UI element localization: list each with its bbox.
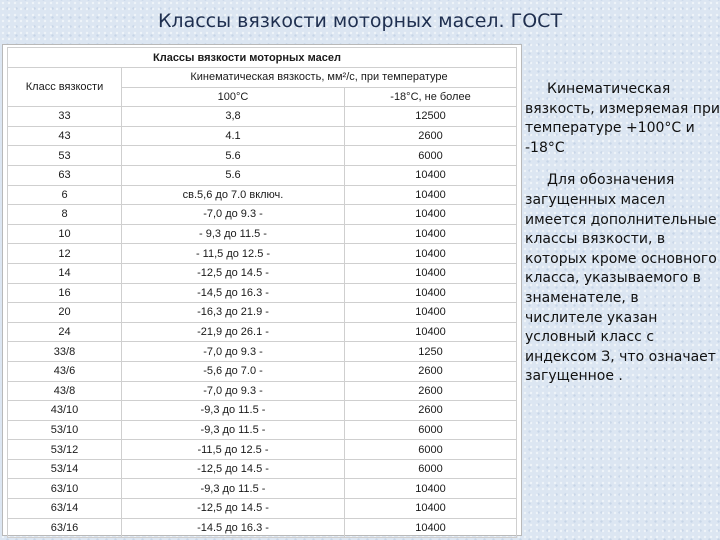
cell-viscosity-100c: -9,3 до 11.5 - xyxy=(122,401,345,421)
cell-viscosity-minus18c: 6000 xyxy=(345,459,517,479)
cell-viscosity-minus18c: 12500 xyxy=(345,107,517,127)
cell-viscosity-100c: -14,5 до 16.3 - xyxy=(122,283,345,303)
cell-viscosity-minus18c: 1250 xyxy=(345,342,517,362)
cell-viscosity-100c: -12,5 до 14.5 - xyxy=(122,263,345,283)
cell-viscosity-class: 53/14 xyxy=(8,459,122,479)
table-row xyxy=(8,440,517,460)
table-body xyxy=(8,107,517,538)
cell-viscosity-100c: -9,3 до 11.5 - xyxy=(122,479,345,499)
table-row xyxy=(8,244,517,264)
table-row xyxy=(8,342,517,362)
cell-viscosity-100c: -12,5 до 14.5 - xyxy=(122,459,345,479)
cell-viscosity-minus18c: 10400 xyxy=(345,185,517,205)
table-row xyxy=(8,401,517,421)
cell-viscosity-class: 16 xyxy=(8,283,122,303)
cell-viscosity-100c: -14.5 до 16.3 - xyxy=(122,518,345,538)
table-row xyxy=(8,479,517,499)
cell-viscosity-minus18c: 10400 xyxy=(345,205,517,225)
cell-viscosity-minus18c: 2600 xyxy=(345,361,517,381)
table-row xyxy=(8,499,517,519)
table-row xyxy=(8,263,517,283)
table-row xyxy=(8,361,517,381)
table-row xyxy=(8,224,517,244)
cell-viscosity-100c: св.5,6 до 7.0 включ. xyxy=(122,185,345,205)
header-100c: 100°С xyxy=(122,87,345,107)
cell-viscosity-100c: - 9,3 до 11.5 - xyxy=(122,224,345,244)
table-row xyxy=(8,107,517,127)
cell-viscosity-minus18c: 10400 xyxy=(345,263,517,283)
cell-viscosity-100c: -9,3 до 11.5 - xyxy=(122,420,345,440)
cell-viscosity-class: 63 xyxy=(8,165,122,185)
table-row xyxy=(8,381,517,401)
cell-viscosity-class: 20 xyxy=(8,303,122,323)
cell-viscosity-100c: -5,6 до 7.0 - xyxy=(122,361,345,381)
cell-viscosity-100c: -7,0 до 9.3 - xyxy=(122,342,345,362)
cell-viscosity-class: 33 xyxy=(8,107,122,127)
cell-viscosity-class: 43/6 xyxy=(8,361,122,381)
cell-viscosity-class: 53/10 xyxy=(8,420,122,440)
cell-viscosity-class: 53/12 xyxy=(8,440,122,460)
viscosity-table-frame xyxy=(2,44,522,536)
cell-viscosity-minus18c: 10400 xyxy=(345,322,517,342)
side-paragraph-kinematic: Кинематическая вязкость, измеряемая при температуре +100°С и -18°С xyxy=(525,81,720,156)
cell-viscosity-minus18c: 2600 xyxy=(345,381,517,401)
table-row xyxy=(8,303,517,323)
table-row xyxy=(8,518,517,538)
cell-viscosity-class: 14 xyxy=(8,263,122,283)
cell-viscosity-100c: - 11,5 до 12.5 - xyxy=(122,244,345,264)
cell-viscosity-100c: 5.6 xyxy=(122,165,345,185)
cell-viscosity-100c: -11,5 до 12.5 - xyxy=(122,440,345,460)
cell-viscosity-class: 43/8 xyxy=(8,381,122,401)
table-row xyxy=(8,185,517,205)
cell-viscosity-class: 8 xyxy=(8,205,122,225)
cell-viscosity-100c: -21,9 до 26.1 - xyxy=(122,322,345,342)
cell-viscosity-100c: 5.6 xyxy=(122,146,345,166)
cell-viscosity-minus18c: 10400 xyxy=(345,303,517,323)
cell-viscosity-class: 63/10 xyxy=(8,479,122,499)
cell-viscosity-minus18c: 10400 xyxy=(345,518,517,538)
table-row xyxy=(8,146,517,166)
cell-viscosity-minus18c: 2600 xyxy=(345,401,517,421)
cell-viscosity-100c: -7,0 до 9.3 - xyxy=(122,205,345,225)
cell-viscosity-100c: -7,0 до 9.3 - xyxy=(122,381,345,401)
cell-viscosity-class: 43/10 xyxy=(8,401,122,421)
cell-viscosity-minus18c: 10400 xyxy=(345,165,517,185)
table-caption: Классы вязкости моторных масел xyxy=(8,48,517,68)
table-row xyxy=(8,283,517,303)
header-minus18c: -18°С, не более xyxy=(345,87,517,107)
table-row xyxy=(8,165,517,185)
cell-viscosity-minus18c: 6000 xyxy=(345,146,517,166)
table-row xyxy=(8,126,517,146)
cell-viscosity-minus18c: 10400 xyxy=(345,479,517,499)
cell-viscosity-class: 63/14 xyxy=(8,499,122,519)
cell-viscosity-minus18c: 10400 xyxy=(345,283,517,303)
cell-viscosity-minus18c: 6000 xyxy=(345,420,517,440)
table-row xyxy=(8,459,517,479)
cell-viscosity-minus18c: 10400 xyxy=(345,499,517,519)
table-row xyxy=(8,322,517,342)
cell-viscosity-100c: -16,3 до 21.9 - xyxy=(122,303,345,323)
table-row xyxy=(8,205,517,225)
cell-viscosity-class: 63/16 xyxy=(8,518,122,538)
cell-viscosity-100c: 4.1 xyxy=(122,126,345,146)
cell-viscosity-class: 10 xyxy=(8,224,122,244)
cell-viscosity-100c: 3,8 xyxy=(122,107,345,127)
cell-viscosity-class: 6 xyxy=(8,185,122,205)
viscosity-table xyxy=(7,47,517,538)
slide-title: Классы вязкости моторных масел. ГОСТ xyxy=(157,10,563,32)
table-row xyxy=(8,420,517,440)
side-text xyxy=(525,80,720,400)
cell-viscosity-minus18c: 6000 xyxy=(345,440,517,460)
cell-viscosity-class: 24 xyxy=(8,322,122,342)
cell-viscosity-minus18c: 10400 xyxy=(345,224,517,244)
header-viscosity-class: Класс вязкости xyxy=(8,68,122,107)
cell-viscosity-100c: -12,5 до 14.5 - xyxy=(122,499,345,519)
header-kinematic-viscosity: Кинематическая вязкость, мм²/с, при температуре xyxy=(122,68,517,88)
cell-viscosity-class: 33/8 xyxy=(8,342,122,362)
cell-viscosity-minus18c: 2600 xyxy=(345,126,517,146)
cell-viscosity-minus18c: 10400 xyxy=(345,244,517,264)
side-paragraph-thickened: Для обозначения загущенных масел имеется дополнительные классы вязкости, в которых кроме основного класса, указываемого в знаменателе, в числителе указан условный класс с индексом З, что означает загущенное . xyxy=(525,172,717,385)
cell-viscosity-class: 12 xyxy=(8,244,122,264)
cell-viscosity-class: 53 xyxy=(8,146,122,166)
cell-viscosity-class: 43 xyxy=(8,126,122,146)
